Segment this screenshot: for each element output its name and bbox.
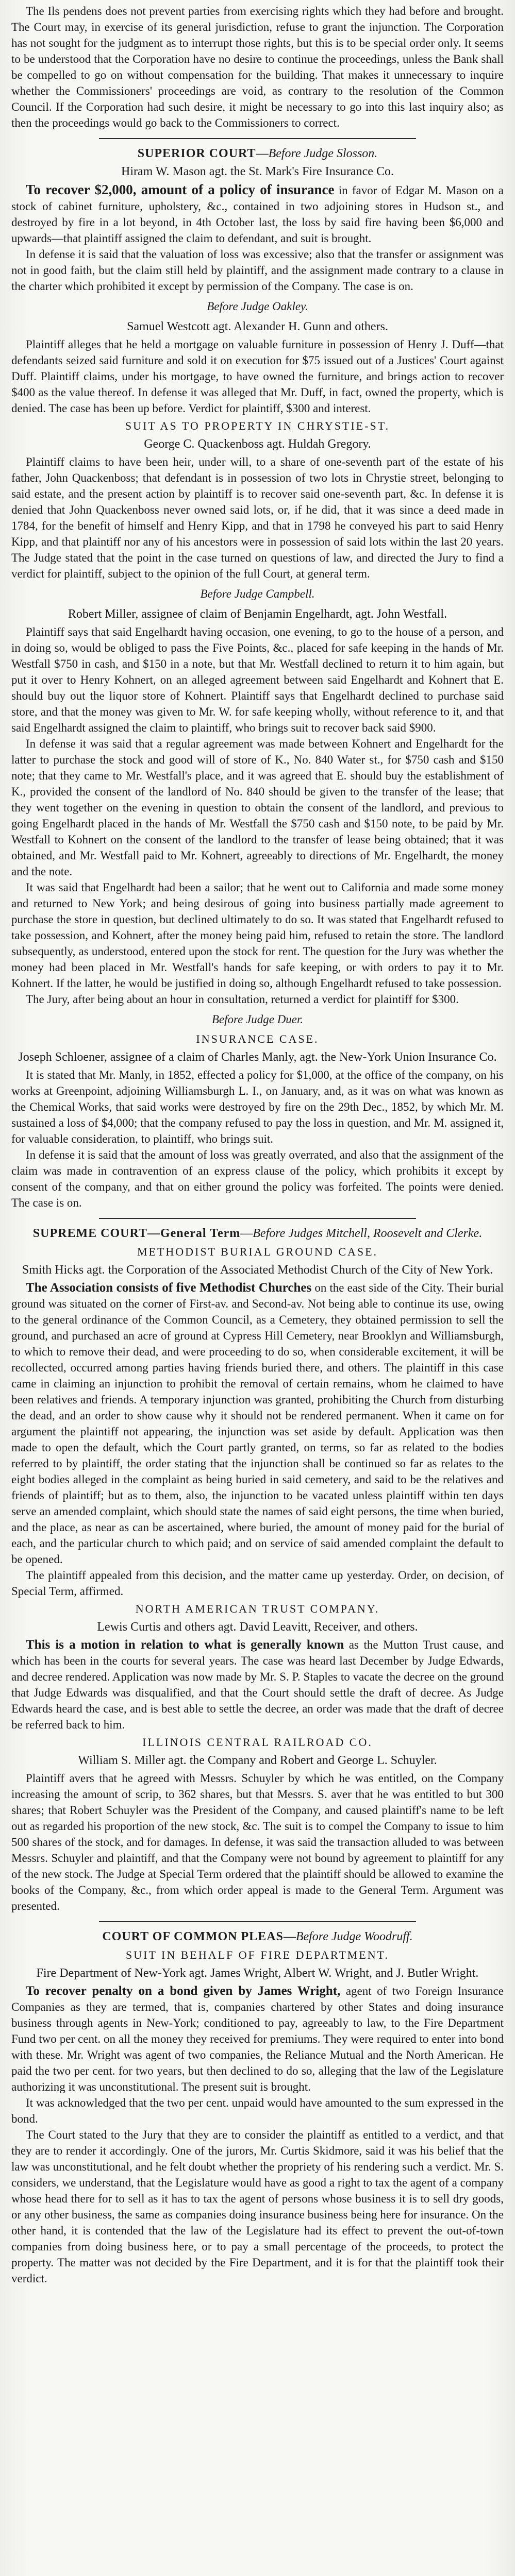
case-paragraph: Plaintiff alleges that he held a mortgage on valuable furniture in possession of Henry J. Duff—that defendants seized said furniture and sold it on execution for $75 issued out of a Justices' Court against Duff. Plaintiff claims, under his mortgage, to have owned the furniture, and brings action to recover $400 as the value thereof. In defense it was alleged that Mr. Duff, in fact, owned the property, which is denied. The case has been up before. Verdict for plaintiff, $300 and interest.: [11, 338, 504, 415]
case-paragraph: It was said that Engelhardt had been a sailor; that he went out to California and made some money and returned to New York; and being desirous of going into business partially made agreement to purchase the store in question, but declined ultimately to do so. It was stated that Engelhardt refused to take possession, and Kohnert, after the money being paid him, refused to retain the store. The landlord subsequently, as understood, entered upon the stock for rent. The question for the Jury was whether the money had been placed in Mr. Westfall's hands for safe keeping, or with orders to pay it to Mr. Kohnert. If the latter, he would be justified in doing so, although Engelhardt refused to take possession.: [11, 881, 504, 990]
lead-text: To recover $2,000, amount of a policy of insurance: [26, 182, 335, 197]
section-heading: COURT OF COMMON PLEAS—Before Judge Woodruff.: [102, 1930, 413, 1943]
case-paragraph: Plaintiff says that said Engelhardt having occasion, one evening, to go to the house of a person, and in doing so, would be obliged to pass the Five Points, &c., placed for safe keeping in the hands of Mr. Westfall $750 in cash, and $150 in a note, but that Mr. Westfall declined to return it to him again, but put it over to Henry Kohnert, on an alleged agreement between said Engelhardt and Kohnert that E. should buy out the liquor store of Kohnert. Plaintiff says that Engelhardt declined to purchase said store, and that the money was given to Mr. W. for safe keeping wholly, without reference to it, and that said Engelhardt assigned the claim to plaintiff, who brings suit to recover back said $900.: [11, 625, 504, 734]
case-title: Robert Miller, assignee of claim of Benjamin Engelhardt, agt. John Westfall.: [68, 607, 447, 621]
common-pleas-section: [11, 1928, 504, 2286]
judge-name: Before Judge Slosson.: [268, 147, 378, 160]
case-title: George C. Quackenboss agt. Huldah Gregory.: [144, 437, 371, 451]
superior-court-section: [11, 145, 504, 416]
case-paragraph: The Court stated to the Jury that they are to consider the plaintiff as entitled to a verdict, and that they are to render it accordingly. One of the jurors, Mr. Curtis Skidmore, said it was his belief that the law was unconstitutional, and he felt doubt whether the propriety of his rendering such a verdict. Mr. S. considers, we understand, that the Legislature would have as good a right to tax the agent of a company whose head there for to sell as it has to tax the agent of persons whose business it is to sell dry goods, or any other business, the same as companies doing insurance business being here for insurance. On the other hand, it is contended that the law of the Legislature had its effect to prevent the out-of-town companies from doing business here, or to pay a small percentage of the proceeds, to protect the property. The matter was not decided by the Fire Department, and it is for that the plaintiff took their verdict.: [11, 2128, 504, 2285]
body-text: as the Mutton Trust cause, and which has been in the courts for several years. The case was heard last December by Judge Edwards, and decree rendered. Application was now made by Mr. S. P. Staples to vacate the decree on the ground that Judge Edwards was disqualified, and that the Court should settle the draft of decree. As Judge Edwards heard the case, and is best able to settle the decree, an order was made that the draft of decree be referred back to him.: [11, 1638, 504, 1731]
case-title: Smith Hicks agt. the Corporation of the Associated Methodist Church of the City of New York.: [22, 1263, 493, 1277]
judge-line: Before Judge Duer.: [211, 1013, 304, 1026]
body-text: agent of two Foreign Insurance Companies as they are termed, that is, companies chartered by other States and doing insurance business through agents in New-York; conditioned to pay, agreeably to law, to the Fire Department Fund two per cent. on all the money they received for premiums. They were required to enter into bond with these. Mr. Wright was agent of two companies, the Reliance Mutual and the North American. He paid the two per cent. for two years, but then declined to do so, alleging that the law of the Legislature authorizing it was unconstitutional. The present suit is brought.: [11, 1985, 504, 2093]
judge-line: Before Judge Oakley.: [207, 300, 308, 313]
body-text: in favor of Edgar M. Mason on a stock of cabinet furniture, upholstery, &c., contained in two adjoining stores in Hudson st., and destroyed by fire in a lot beyond, in 4th October last, the loss by said fire having been $6,000 and upwards—that plaintiff assigned the claim to defendant, and suit is brought.: [11, 184, 504, 245]
case-paragraph: It was acknowledged that the two per cent. unpaid would have amounted to the sum expressed in the bond.: [11, 2096, 504, 2125]
subsection-heading: METHODIST BURIAL GROUND CASE.: [137, 1245, 378, 1258]
case-title: William S. Miller agt. the Company and Robert and George L. Schuyler.: [78, 1754, 437, 1767]
section-heading: SUPREME COURT—General Term—Before Judges Mitchell, Roosevelt and Clerke.: [32, 1227, 483, 1240]
court-name: SUPREME COURT—General Term: [32, 1227, 241, 1240]
case-title: Lewis Curtis and others agt. David Leavitt, Receiver, and others.: [97, 1620, 418, 1634]
subsection-heading: SUIT AS TO PROPERTY IN CHRYSTIE-ST.: [125, 419, 390, 432]
case-paragraph: [11, 1280, 504, 1567]
case-paragraph: In defense it is said that the amount of loss was greatly overrated, and also that the assignment of the claim was made in contravention of an express clause of the policy, which prohibits it except by consent of the company, and that on either ground the policy was forfeited. The points were denied. The case is on.: [11, 1148, 504, 1209]
case-paragraph: [11, 1637, 504, 1733]
case-paragraph: The Jury, after being about an hour in consultation, returned a verdict for plaintiff for $300.: [26, 993, 459, 1006]
court-name: COURT OF COMMON PLEAS: [102, 1930, 284, 1943]
judge-name: Before Judges Mitchell, Roosevelt and Clerke.: [253, 1227, 483, 1240]
intro-paragraph: The Ils pendens does not prevent parties from exercising rights which they had before and brought. The Court may, in exercise of its general jurisdiction, refuse to grant the injunction. The Corporation has not sought for the judgment as to interrupt those rights, but this is to be special order only. It seems to be understood that the Corporation have no desire to continue the proceedings, unless the Bank shall be compelled to go on without compensation for the building. That makes it unnecessary to inquire whether the Commissioners' proceedings are void, as contrary to the resolution of the Common Council. If the Corporation had such desire, it might be necessary to go into this last inquiry also; as then the proceedings would go back to the Commissioners to correct.: [11, 5, 504, 129]
case-title: Fire Department of New-York agt. James Wright, Albert W. Wright, and J. Butler Wright.: [36, 1967, 479, 1980]
lead-text: The Association consists of five Methodist Churches: [26, 1281, 312, 1295]
case-paragraph: It is stated that Mr. Manly, in 1852, effected a policy for $1,000, at the office of the company, on his works at Greenpoint, adjoining Williamsburgh L. I., on January, and, as it was on what was known as the Chemical Works, that said works were destroyed by fire on the 29th Dec., 1852, by which Mr. M. sustained a loss of $4,000; that the company refused to pay the loss in question, and Mr. M. assigned it, for valuable consideration, to plaintiff, who brings suit.: [11, 1069, 504, 1145]
body-text: on the east side of the City. Their burial ground was situated on the corner of First-av. and Second-av. Not being able to continue its use, owing to the general ordinance of the Common Council, as a Cemetery, they obtained permission to sell the ground, and purchased an acre of ground at Cypress Hill Cemetery, near Brooklyn and Williamsburgh, to which to remove their dead, and were proceeding to do so, when considerable excitement, it will be recollected, occurred among parties having friends buried there, and others. The plaintiff in this case came in claiming an injunction to prohibit the removal of certain remains, whom he claimed to have been relatives and friends. A temporary injunction was granted, prohibiting the Church from disturbing the dead, and an order to show cause why it should not be rendered permanent. When it came on for argument the plaintiff not appearing, the injunction was set aside by default. Application was then made to open the default, which the Court partly granted, on terms, so far as related to the bodies referred to by plaintiff, the order stating that the injunction shall be continued so far as relates to the eight bodies alleged in the complaint as being buried in said cemetery, and said to be the relatives and friends of plaintiff; but as to them, also, the injunction to be vacated unless plaintiff within ten days serve an amended complaint, which should state the names of said eight persons, the time when buried, and the place, as near as can be ascertained, where buried, the amount of money paid for the burial of each, and the particular church to which paid; and on service of said amended complaint the default to be opened.: [11, 1281, 504, 1566]
judge-line: Before Judge Campbell.: [200, 587, 315, 600]
case-paragraph: [11, 181, 504, 246]
case-paragraph: Plaintiff avers that he agreed with Messrs. Schuyler by which he was entitled, on the Company increasing the amount of scrip, to 362 shares, but that Messrs. S. aver that he was entitled to but 300 shares; that Robert Schuyler was the President of the Company, and caused plaintiff's name to be left out as regarded his proportion of the new stock, &c. The suit is to compel the Company to issue to him 500 shares of the stock, and for damages. In defense, it was said the transaction alluded to was between Messrs. Schuyler and plaintiff, and that the Company were not bound by agreement to plaintiff for any of the new stock. The Judge at Special Term ordered that the plaintiff should be allowed to examine the books of the Company, &c., from which order appeal is made to the General Term. Argument was presented.: [11, 1772, 504, 1912]
subsection-heading: INSURANCE CASE.: [196, 1032, 319, 1045]
subsection-heading: SUIT IN BEHALF OF FIRE DEPARTMENT.: [126, 1948, 389, 1961]
case-paragraph: In defense it is said that the valuation of loss was excessive; also that the transfer or assignment was not in good faith, but the claim still held by plaintiff, and the assignment made contrary to a clause in the charter which prohibited it except by permission of the Company. The case is on.: [11, 248, 504, 293]
case-paragraph: The plaintiff appealed from this decision, and the matter came up yesterday. Order, on decision, of Special Term, affirmed.: [11, 1569, 504, 1598]
article-column: [11, 3, 504, 2286]
case-title: Joseph Schloener, assignee of a claim of Charles Manly, agt. the New-York Union Insurance Co.: [18, 1050, 497, 1064]
lead-text: To recover penalty on a bond given by James Wright,: [26, 1984, 341, 1998]
section-divider: [99, 1921, 416, 1922]
case-paragraph: In defense it was said that a regular agreement was made between Kohnert and Engelhardt for the latter to purchase the stock and good will of store of K., No. 840 Water st., for $750 cash and $150 note; that they came to Mr. Westfall's place, and it was agreed that E. should buy the establishment of K., provided the consent of the landlord of No. 840 should be given to the transfer of the lease; that they went together on the evening in question to obtain the consent of the landlord, and previous to going Engelhardt placed in the hands of Mr. Westfall the $750 cash and $150 note, to be paid by Mr. Westfall to Kohnert on the consent of the landlord to the transfer of lease being obtained; that it was obtained, and Mr. Westfall paid to Mr. Kohnert, agreeably to directions of Mr. Engelhardt, the money and the note.: [11, 737, 504, 878]
judge-name: Before Judge Woodruff.: [295, 1930, 413, 1943]
case-paragraph: Plaintiff claims to have been heir, under will, to a share of one-seventh part of the estate of his father, John Quackenboss; that defendant is in possession of two lots in Chrystie street, belonging to said estate, and the present action by plaintiff is to recover said one-seventh part, &c. In defense it is denied that John Quackenboss never owned said lots, or, if he did, that it was since a deed made in 1784, for the benefit of himself and Henry Kipp, and that in 1798 he conveyed his part to said Henry Kipp, and that plaintiff nor any of his ancestors were in possession of said lots within the last 20 years. The Judge stated that the point in the case turned on questions of law, and directed the Jury to find a verdict for plaintiff, subject to the opinion of the full Court, at general term.: [11, 455, 504, 580]
lead-text: This is a motion in relation to what is generally known: [26, 1638, 344, 1652]
section-heading: SUPERIOR COURT—Before Judge Slosson.: [137, 147, 378, 160]
case-title: Hiram W. Mason agt. the St. Mark's Fire Insurance Co.: [121, 165, 394, 178]
supreme-court-section: [11, 1225, 504, 1914]
case-title: Samuel Westcott agt. Alexander H. Gunn and others.: [127, 320, 388, 333]
subsection-heading: NORTH AMERICAN TRUST COMPANY.: [135, 1602, 380, 1615]
chrystie-section: [11, 418, 504, 1211]
section-divider: [99, 1218, 416, 1219]
court-name: SUPERIOR COURT: [137, 147, 256, 160]
section-divider: [99, 138, 416, 139]
case-paragraph: [11, 1983, 504, 2095]
subsection-heading: ILLINOIS CENTRAL RAILROAD CO.: [142, 1736, 373, 1749]
